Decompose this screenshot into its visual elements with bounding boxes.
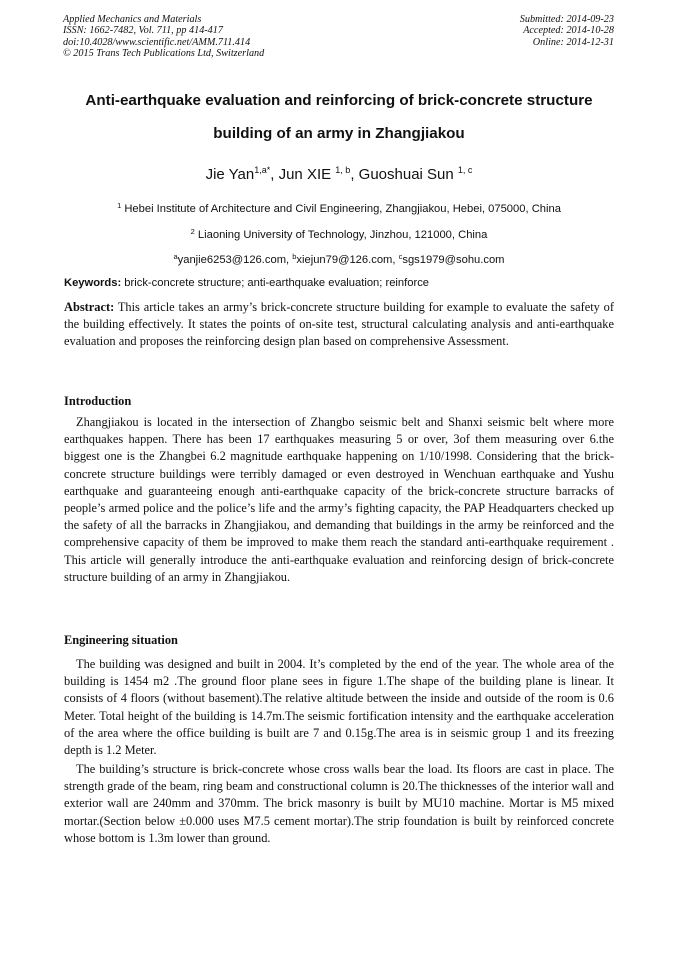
engineering-paragraph-2: The building’s structure is brick-concrete whose cross walls bear the load. Its floors are cast in place. The strength grade of the beam, ring beam and constructional column is 20.The thicknesses of the interior wall and exterior wall are 240mm and 370mm. The brick masonry is built by MU10 machine. Mortar is M5 mixed mortar.(Section below ±0.000 uses M7.5 cement mortar).The strip foundation is built by reinforced concrete whose bottom is 1.3m lower than ground.	[64, 762, 614, 845]
journal-info	[63, 14, 264, 60]
submission-dates	[520, 14, 614, 48]
affiliation-1-marker: 1	[117, 201, 122, 210]
journal-copyright: © 2015 Trans Tech Publications Ltd, Switzerland	[63, 48, 265, 60]
author-name: Guoshuai Sun	[358, 166, 458, 183]
author-list	[40, 166, 638, 183]
author-superscript: 1, c	[457, 165, 473, 175]
email-b-marker: b	[292, 252, 297, 261]
affiliation-2-marker: 2	[190, 227, 195, 236]
affiliation-1-text: Hebei Institute of Architecture and Civil Engineering, Zhangjiakou, Hebei, 075000, China	[121, 203, 561, 215]
online-date: Online: 2014-12-31	[532, 36, 614, 48]
introduction-paragraph: Zhangjiakou is located in the intersection of Zhangbo seismic belt and Shanxi seismic belt where more earthquakes happen. There has been 17 earthquakes measuring 5 or over, 3of them measuring over 6.the biggest one is the Zhangbei 6.2 magnitude earthquake happening on 1/10/1998. Considering that the brick-concrete structure buildings were terribly damaged or even destroyed in Wenchuan earthquake and Yushu earthquake and guaranteeing enough anti-earthquake capacity of the brick-concrete structure barracks of people’s armed police and the police’s life and the army’s fighting capacity, the PAP Headquarters checked up the safety of all the barracks in Zhangjiakou, and demanding that buildings in the army be reinforced and the comprehensive capacity of them be improved to make them reach the standard anti-earthquake requirement . This article will generally introduce the anti-earthquake evaluation and reinforcing design of brick-concrete structure building of an army in Zhangjiakou.	[64, 415, 614, 584]
author-separator: ,	[350, 166, 359, 183]
paper-title-line-2: building of an army in Zhangjiakou	[213, 125, 465, 142]
keywords	[64, 277, 614, 289]
engineering-situation-heading: Engineering situation	[64, 633, 178, 647]
submitted-date: Submitted: 2014-09-23	[519, 14, 614, 25]
abstract-text: This article takes an army’s brick-concrete structure building for example to evaluate the safety of the building effectively. It states the points of on-site test, structural calculating analysis and anti-earthquake evaluation and proposes the reinforcing design plan based on comprehensive Assessment.	[64, 300, 614, 349]
email-c-marker: c	[398, 252, 403, 261]
journal-issn: ISSN: 1662-7482, Vol. 711, pp 414-417	[63, 25, 223, 37]
email-a: yanjie6253@126.com,	[177, 254, 293, 266]
paper-title-line-1: Anti-earthquake evaluation and reinforcing of brick-concrete structure	[85, 92, 593, 109]
affiliation-1	[40, 203, 638, 215]
introduction-heading: Introduction	[64, 394, 132, 408]
affiliation-2	[40, 229, 638, 241]
affiliation-2-text: Liaoning University of Technology, Jinzhou, 121000, China	[194, 229, 488, 241]
keywords-text: brick-concrete structure; anti-earthquake evaluation; reinforce	[121, 277, 430, 289]
abstract-label: Abstract:	[64, 300, 115, 314]
author-name: Jie Yan	[205, 166, 255, 183]
author-separator: ,	[270, 166, 279, 183]
keywords-label: Keywords:	[64, 277, 122, 289]
author-superscript: 1,a*	[254, 165, 271, 175]
journal-doi: doi:10.4028/www.scientific.net/AMM.711.414	[63, 36, 251, 48]
engineering-paragraph-1: The building was designed and built in 2004. It’s completed by the end of the year. The whole area of the building is 1454 m2 .The ground floor plane sees in figure 1.The shape of the building plane is linear. It consists of 4 floors (without basement).The relative altitude between the inside and outside of the room is 0.6 Meter. Total height of the building is 14.7m.The seismic fortification intensity and the earthquake acceleration of the area where the office building is built are 7 and 0.15g.The area is in seismic group 1 and its freezing depth is 1.2 Meter.	[64, 657, 614, 758]
journal-name: Applied Mechanics and Materials	[63, 14, 202, 25]
email-b: xiejun79@126.com,	[296, 254, 399, 266]
accepted-date: Accepted: 2014-10-28	[523, 25, 614, 37]
email-a-marker: a	[173, 252, 178, 261]
email-c: sgs1979@sohu.com	[402, 254, 505, 266]
author-name: Jun XIE	[278, 166, 336, 183]
abstract	[64, 299, 614, 351]
author-emails	[40, 254, 638, 266]
author-superscript: 1, b	[335, 165, 351, 175]
